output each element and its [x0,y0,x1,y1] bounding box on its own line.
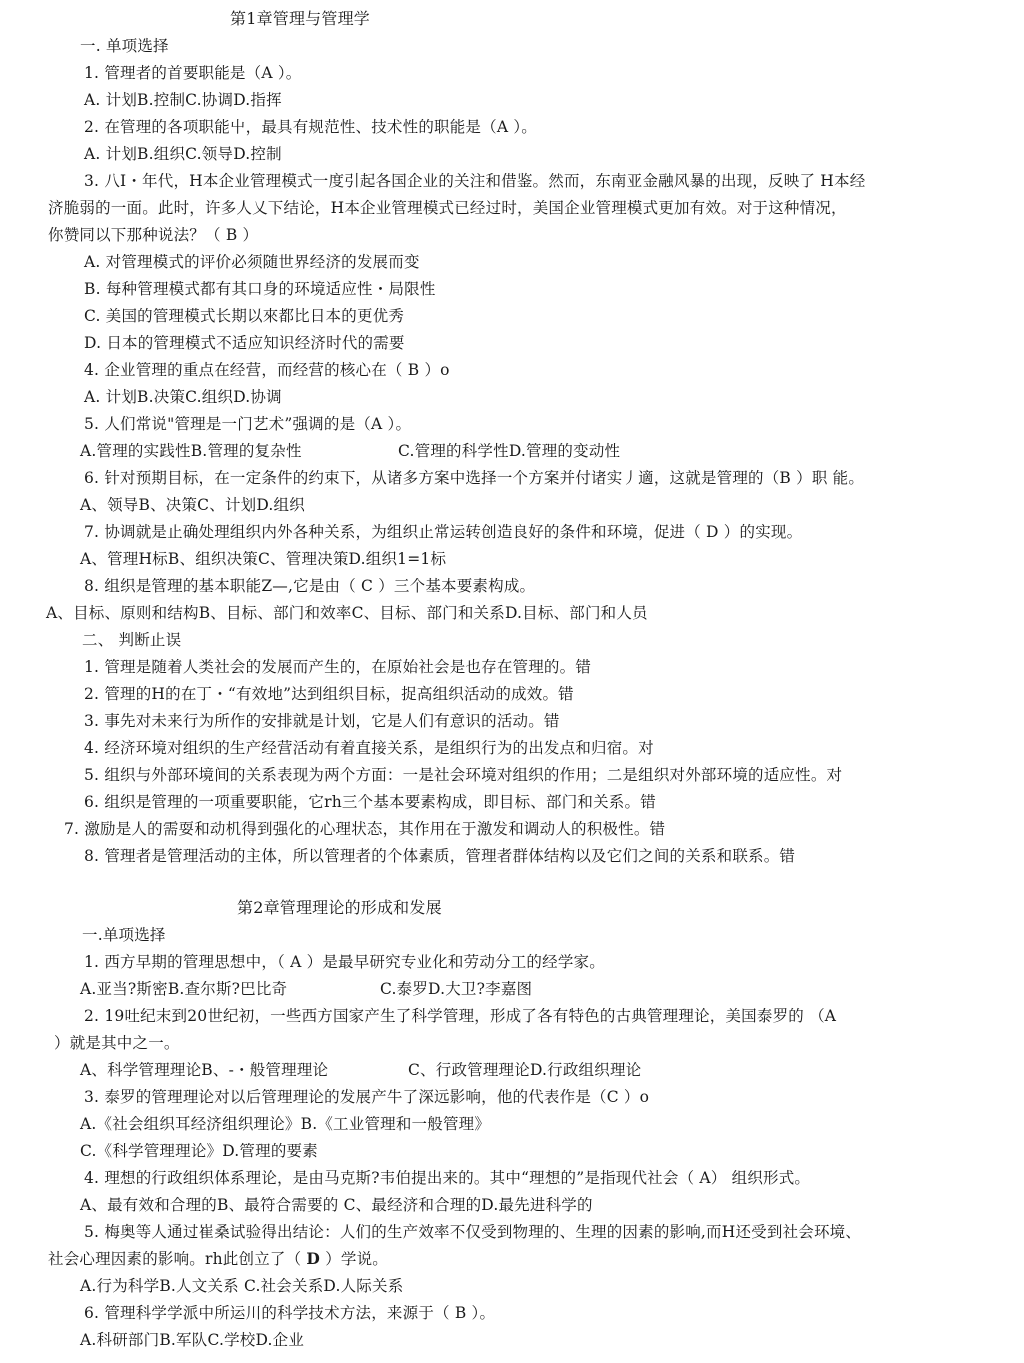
judgment-item: 2. 管理的H的在丁・“有效地”达到组织目标，捉高组织活动的成效。错 [84,685,574,703]
question-text: 5. 梅奥等人通过崔桑试验得出结论：人们的生产效率不仅受到物理的、生理的因素的影响,而H还受到社会环境、 [84,1223,862,1241]
question-text-prefix: 社会心理因素的影响。rh此创立了（ [48,1250,307,1268]
section-heading-single-choice: 一.单项选择 [82,926,166,944]
question-text: 6. 针对预期目标，在一定条件的约束下，从诸多方案中选择一个方案并付诸实丿適，这就是管理的（B ）职 能。 [84,469,865,487]
answer-options: A.科研部门B.军队C.学校D.企业 [80,1331,305,1349]
chapter-1-title: 第1章管理与管理学 [230,9,370,28]
answer-options: A. 计划B.控制C.协调D.指挥 [84,91,282,109]
question-text: 2. 在管理的各项职能屮，最具有规范性、技术性的职能是（A ）。 [84,118,537,136]
answer-options: A、领导B、决策C、计划D.组织 [80,496,305,514]
answer-options: A、科学管理理论B、-・般管理理论 [80,1061,329,1079]
answer-option: C. 美国的管理模式长期以來都比日本的更优秀 [84,307,405,325]
question-text: 2. 19吐纪末到20世纪初，一些西方国家产生了科学管理，形成了各有特色的古典管理理论，美国泰罗的 （A [84,1007,837,1025]
question-text: 6. 管理科学学派中所运川的科学技术方法，来源于（ B ）。 [84,1304,496,1322]
judgment-item: 8. 管理者是管理活动的主体，所以管理者的个体素质，管理者群体结构以及它们之间的关系和联系。错 [84,847,796,865]
judgment-item: 6. 组织是管理的一项重要职能，它rh三个基本要素构成，即目标、部门和关系。错 [84,793,656,811]
question-text: 3. 泰罗的管理理论对以后管理理论的发展产牛了深远影响，他的代表作是（C ）o [84,1088,650,1106]
judgment-item: 1. 管理是随着人类社会的发展而产生的，在原始社会是也存在管理的。错 [84,658,592,676]
answer-options: A、管理H标B、组织决策C、管理决策D.组织1=1标 [80,550,447,568]
answer-options: C.管理的科学性D.管理的变动性 [398,442,621,460]
section-heading-true-false: 二、 判断止误 [82,631,182,649]
answer-option: A. 对管理模式的评价必须随世界经济的发展而变 [84,253,420,271]
answer-options: A.管理的实践性B.管理的复杂性 [80,442,302,460]
answer-options: A、最有效和合理的B、最符合需要的 C、最经济和合理的D.最先进科学的 [80,1196,593,1214]
answer-options: A.《社会组织耳经济组织理论》B.《工业管理和一般管理》 [80,1115,491,1133]
question-text: 4. 理想的行政组织体系理论，是由马克斯?韦伯提出来的。其中“理想的”是指现代社会（ A） 组织形式。 [84,1169,811,1187]
section-heading-single-choice: 一. 单项选择 [80,37,169,55]
question-text-continued: 你赞同以下那种说法？（ B ） [48,226,259,244]
question-text: 7. 协调就是止确处理组织内外各种关系，为组织止常运转创造良好的条件和环境，促进（ D ）的实现。 [84,523,803,541]
question-text: 8. 组织是管理的基本职能Z—,它是由（ C ）三个基本要素构成。 [84,577,536,595]
answer-options: A、目标、原则和结构B、目标、部门和效率C、目标、部门和关系D.目标、部门和人员 [46,604,648,622]
question-text: 5. 人们常说"管理是一门艺术”强调的是（A ）。 [84,415,412,433]
answer-options: C.《科学管理理论》D.管理的要素 [80,1142,318,1160]
chapter-2-title: 第2章管理理论的形成和发展 [237,898,442,917]
judgment-item: 4. 经济环境对组织的生产经营活动有着直接关系，是组织行为的出发点和归宿。对 [84,739,654,757]
answer-option: D. 日本的管理模式不适应知识经济时代的需要 [84,334,405,352]
answer-letter: D [306,1249,321,1268]
question-text-continued [48,1249,388,1269]
question-text: 1. 管理者的首要职能是（A ）。 [84,64,302,82]
answer-options: C、行政管理理论D.行政组织理论 [408,1061,642,1079]
question-text: 4. 企业管理的重点在经营，而经营的核心在（ B ）o [84,361,450,379]
answer-options: A.亚当?斯密B.查尔斯?巴比奇 [80,980,288,998]
answer-options: C.泰罗D.大卫?李嘉图 [380,980,533,998]
answer-options: A. 计划B.决策C.组织D.协调 [84,388,282,406]
answer-options: A.行为科学B.人文关系 C.社会关系D.人际关系 [80,1277,404,1295]
question-text: 3. 八I・年代，H本企业管理模式一度引起各国企业的关注和借鉴。然而，东南亚金融风暴的出现，反映了 H本经 [84,172,866,190]
question-text-continued: ）就是其中之一。 [54,1034,180,1052]
answer-option: B. 每种管理模式都有其口身的环境适应性・局限性 [84,280,436,298]
answer-options: A. 计划B.组织C.领导D.控制 [84,145,282,163]
question-text: 1. 西方早期的管理思想中，（ A ）是最早研究专业化和劳动分工的经学家。 [84,953,605,971]
judgment-item: 7. 激励是人的需耍和动机得到强化的心理状态，其作用在于激发和调动人的积极性。错 [64,820,666,838]
judgment-item: 3. 事先对未来行为所作的安排就是计划，它是人们有意识的活动。错 [84,712,560,730]
question-text-suffix: ）学说。 [320,1250,389,1268]
question-text-continued: 济脆弱的一面。此时，许多人乂下结论，H本企业管理模式已经过时，美国企业管理模式更加有效。对于这种情况， [48,199,847,217]
judgment-item: 5. 组织与外部环境间的关系表现为两个方面：一是社会环境对组织的作用；二是组织对外部环境的适应性。对 [84,766,843,784]
